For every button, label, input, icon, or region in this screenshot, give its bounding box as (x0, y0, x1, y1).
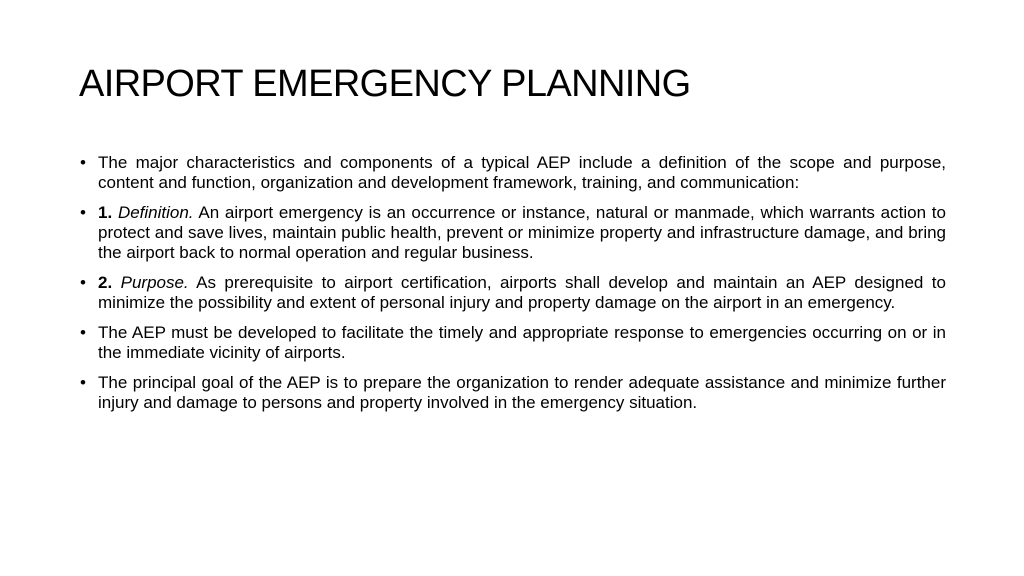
bullet-item-intro (79, 153, 946, 193)
bullet-text: An airport emergency is an occurrence or instance, natural or manmade, which warrants action to protect and save lives, maintain public health, prevent or minimize property and infrastructure damage, and bring the airport back to normal operation and regular business. (98, 203, 946, 262)
bullet-number: 1. (98, 203, 113, 222)
bullet-item-definition (79, 203, 946, 263)
bullet-text: The principal goal of the AEP is to prepare the organization to render adequate assistance and minimize further injury and damage to persons and property involved in the emergency situation. (98, 373, 946, 412)
bullet-dot-icon: • (80, 373, 86, 392)
bullet-dot-icon: • (80, 323, 86, 342)
bullet-text: The major characteristics and components of a typical AEP include a definition of the scope and purpose, content and function, organization and development framework, training, and communication: (98, 153, 946, 192)
bullet-dot-icon: • (80, 203, 86, 222)
bullet-text: The AEP must be developed to facilitate the timely and appropriate response to emergencies occurring on or in the immediate vicinity of airports. (98, 323, 946, 362)
bullet-dot-icon: • (80, 273, 86, 292)
bullet-heading: Definition. (117, 203, 194, 222)
bullet-item-development (79, 323, 946, 363)
bullet-item-purpose (79, 273, 946, 313)
bullet-item-goal (79, 373, 946, 413)
slide-title: AIRPORT EMERGENCY PLANNING (79, 63, 691, 105)
bullet-number: 2. (98, 273, 113, 292)
bullet-heading: Purpose. (120, 273, 189, 292)
bullet-list (79, 153, 946, 423)
bullet-text: As prerequisite to airport certification, airports shall develop and maintain an AEP designed to minimize the possibility and extent of personal injury and property damage on the airport in an emergency. (98, 273, 946, 312)
bullet-dot-icon: • (80, 153, 86, 172)
